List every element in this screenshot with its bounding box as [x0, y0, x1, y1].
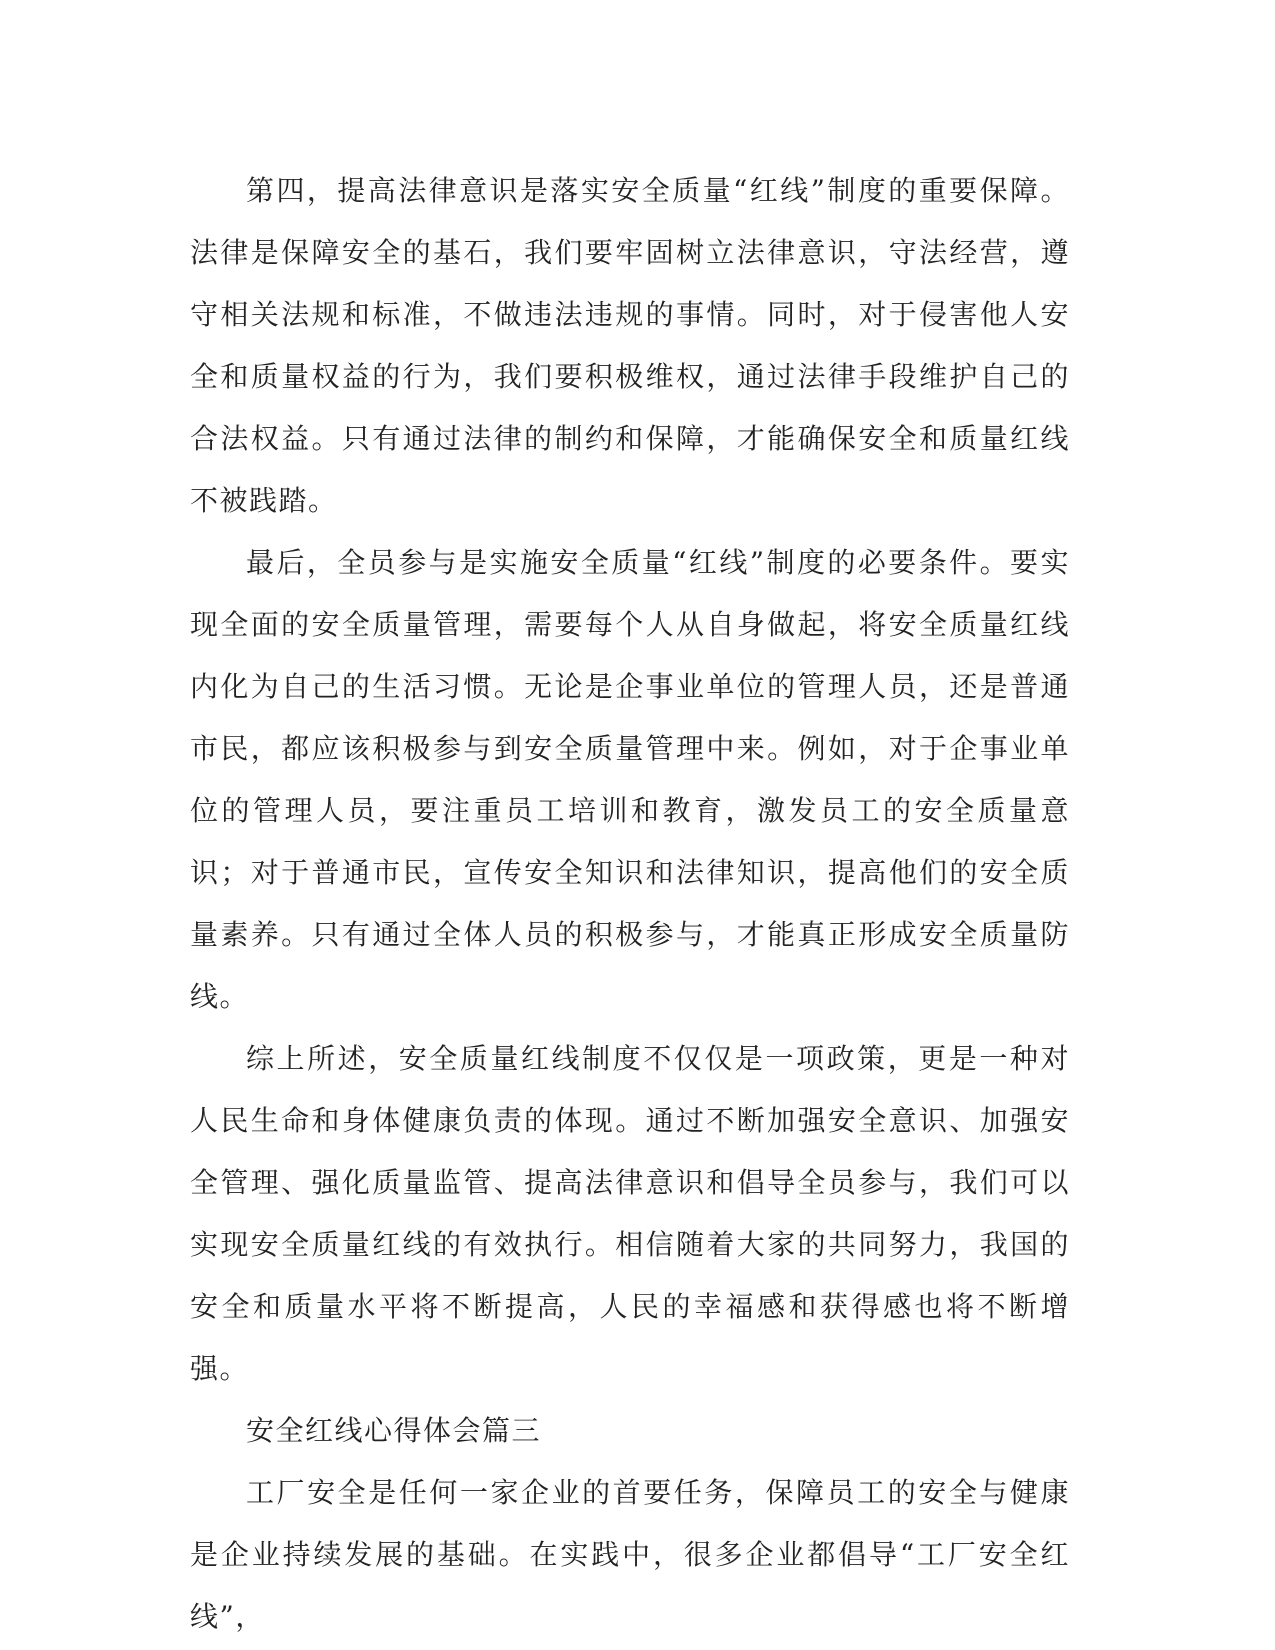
paragraph-summary: 综上所述，安全质量红线制度不仅仅是一项政策，更是一种对人民生命和身体健康负责的体现。通过不断加强安全意识、加强安全管理、强化质量监管、提高法律意识和倡导全员参与，我们可以实现安全质量红线的有效执行。相信随着大家的共同努力，我国的安全和质量水平将不断提高，人民的幸福感和获得感也将不断增强。 [190, 1042, 1070, 1385]
paragraph-factory-safety: 工厂安全是任何一家企业的首要任务，保障员工的安全与健康是企业持续发展的基础。在实践中，很多企业都倡导“工厂安全红线”， [190, 1476, 1070, 1633]
document-body [190, 160, 1070, 1648]
section-heading: 安全红线心得体会篇三 [246, 1414, 542, 1447]
paragraph-full-participation: 最后，全员参与是实施安全质量“红线”制度的必要条件。要实现全面的安全质量管理，需要每个人从自身做起，将安全质量红线内化为自己的生活习惯。无论是企事业单位的管理人员，还是普通市民，都应该积极参与到安全质量管理中来。例如，对于企事业单位的管理人员，要注重员工培训和教育，激发员工的安全质量意识；对于普通市民，宣传安全知识和法律知识，提高他们的安全质量素养。只有通过全体人员的积极参与，才能真正形成安全质量防线。 [190, 546, 1070, 1013]
paragraph-legal-awareness: 第四，提高法律意识是落实安全质量“红线”制度的重要保障。法律是保障安全的基石，我们要牢固树立法律意识，守法经营，遵守相关法规和标准，不做违法违规的事情。同时，对于侵害他人安全和质量权益的行为，我们要积极维权，通过法律手段维护自己的合法权益。只有通过法律的制约和保障，才能确保安全和质量红线不被践踏。 [190, 174, 1070, 517]
